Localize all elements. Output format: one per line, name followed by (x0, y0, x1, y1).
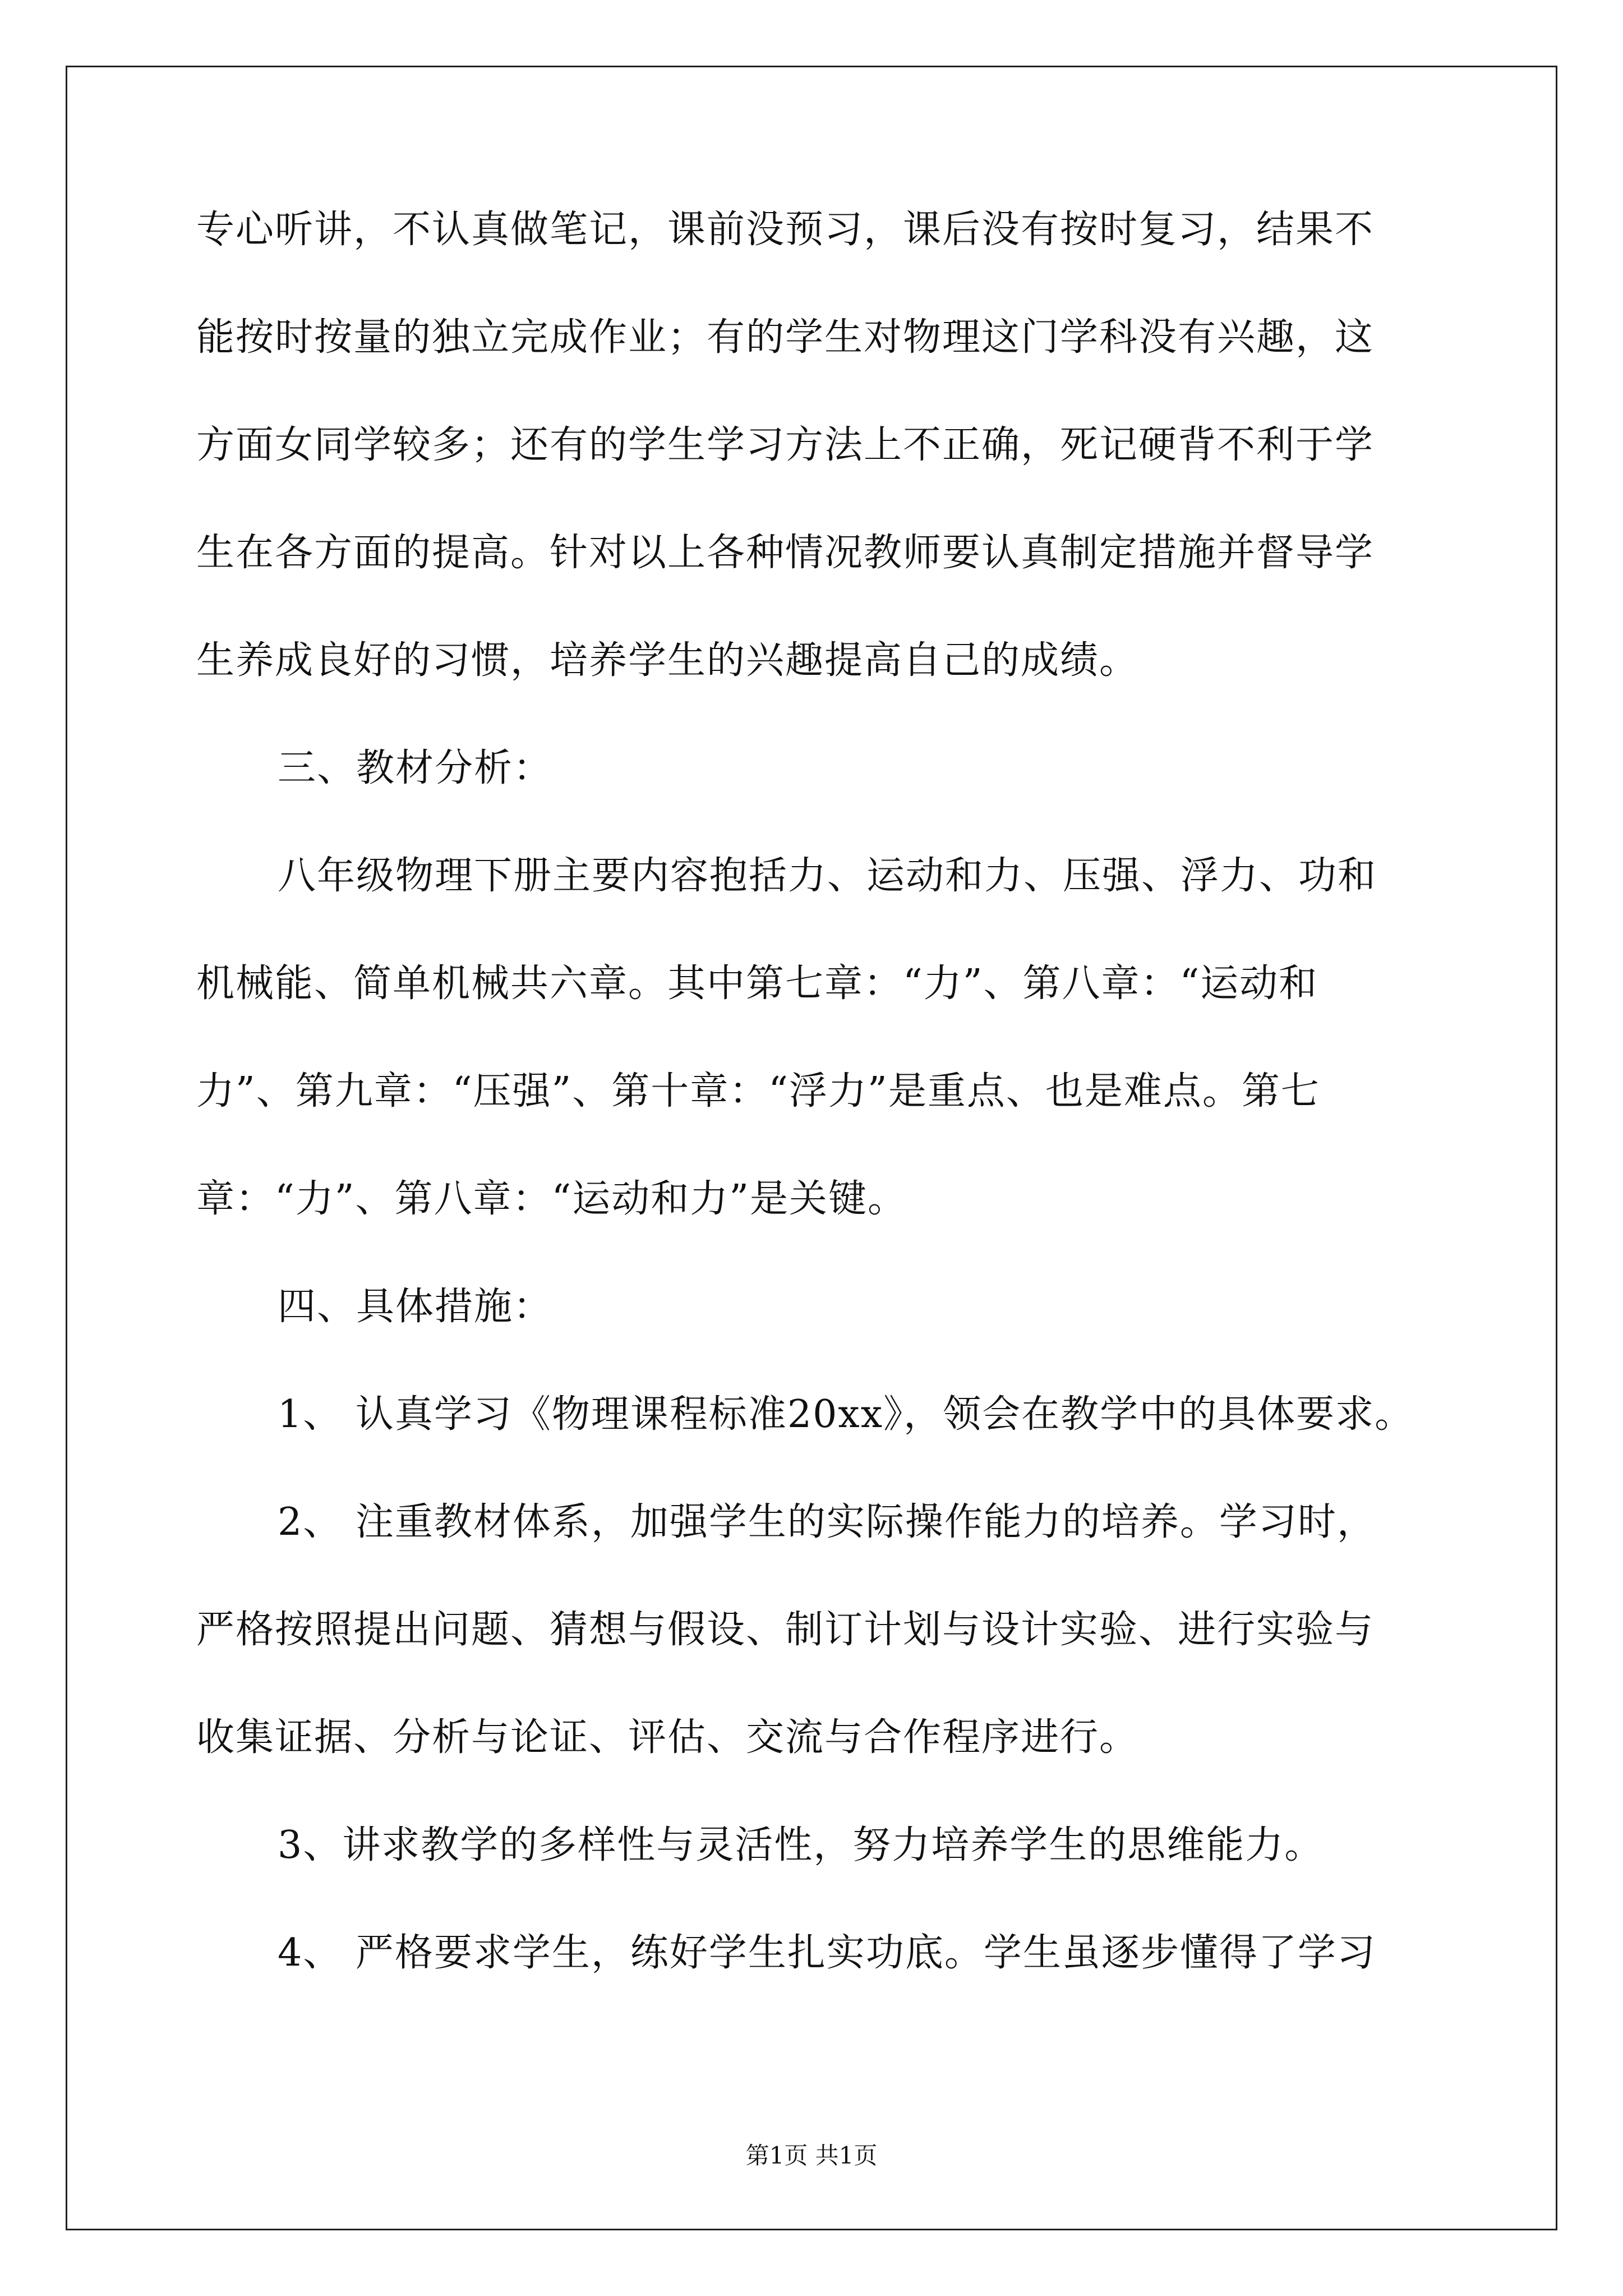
text-line: 章：“力”、第八章：“运动和力”是关键。 (196, 1177, 907, 1221)
text-line: 生在各方面的提高。针对以上各种情况教师要认真制定措施并督导学 (196, 531, 1375, 575)
section-heading: 三、教材分析： (278, 746, 553, 790)
text-line: 生养成良好的习惯，培养学生的兴趣提高自己的成绩。 (196, 638, 1139, 683)
section-heading: 四、具体措施： (278, 1285, 553, 1329)
text-line: 能按时按量的独立完成作业；有的学生对物理这门学科没有兴趣，这 (196, 315, 1375, 360)
text-line: 八年级物理下册主要内容抱括力、运动和力、压强、浮力、功和 (278, 854, 1377, 898)
text-line: 收集证据、分析与论证、评估、交流与合作程序进行。 (196, 1715, 1139, 1760)
text-line: 力”、第九章：“压强”、第十章：“浮力”是重点、也是难点。第七 (196, 1069, 1320, 1114)
list-item: 3、讲求教学的多样性与灵活性，努力培养学生的思维能力。 (278, 1823, 1324, 1867)
list-item: 4、 严格要求学生，练好学生扎实功底。学生虽逐步懂得了学习 (278, 1931, 1376, 1975)
text-line: 专心听讲，不认真做笔记，课前没预习，课后没有按时复习，结果不 (196, 208, 1375, 252)
text-line: 方面女同学较多；还有的学生学习方法上不正确，死记硬背不利于学 (196, 423, 1375, 467)
list-item: 1、 认真学习《物理课程标准20xx》，领会在教学中的具体要求。 (278, 1392, 1414, 1437)
list-item: 2、 注重教材体系，加强学生的实际操作能力的培养。学习时， (278, 1500, 1376, 1544)
text-line: 严格按照提出问题、猜想与假设、制订计划与设计实验、进行实验与 (196, 1608, 1375, 1652)
text-line: 机械能、简单机械共六章。其中第七章：“力”、第八章：“运动和 (196, 961, 1318, 1006)
page-footer: 第1页 共1页 (745, 2142, 878, 2169)
page-border (66, 66, 1557, 2230)
